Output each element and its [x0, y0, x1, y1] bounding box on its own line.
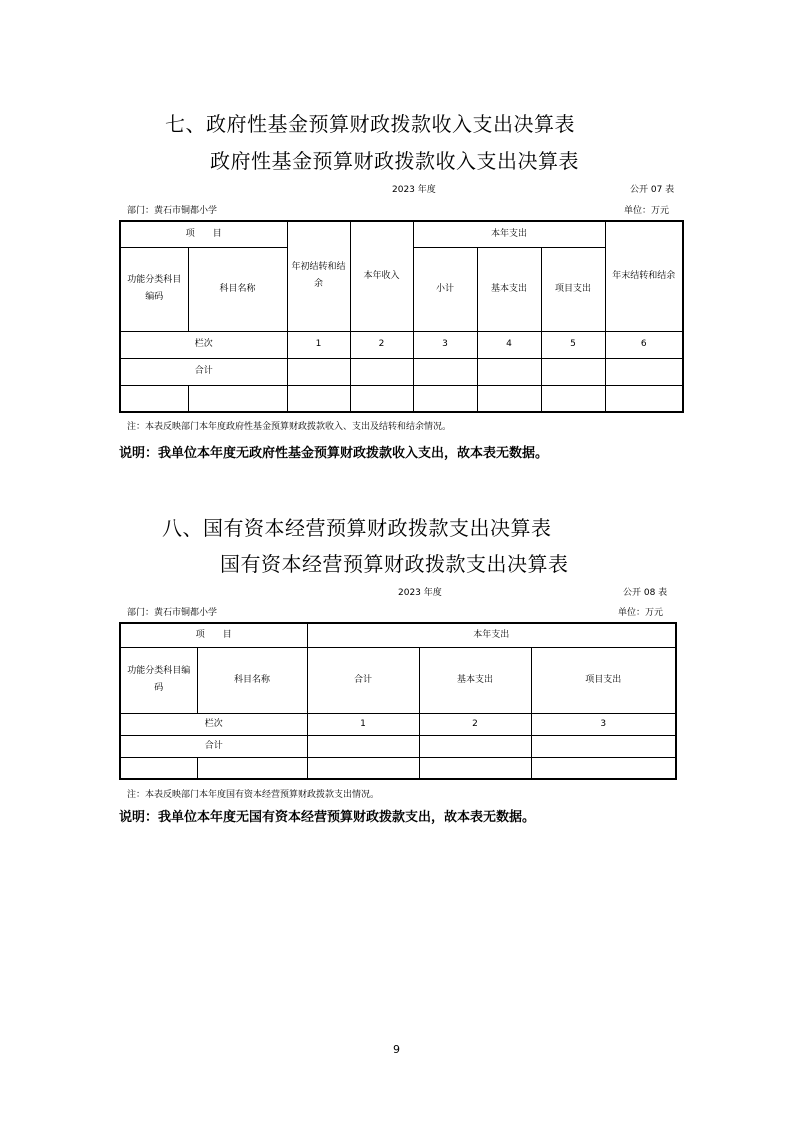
header-basic: 基本支出	[477, 247, 541, 331]
row-index-cell: 4	[477, 331, 541, 358]
table-cell	[605, 358, 683, 385]
total-label: 合计	[120, 358, 287, 385]
header-subtotal: 小计	[413, 247, 477, 331]
table-cell	[188, 385, 287, 412]
row-index-cell: 3	[413, 331, 477, 358]
header-func-code: 功能分类科目编码	[120, 647, 197, 713]
table-cell	[120, 757, 197, 779]
table-cell	[350, 358, 413, 385]
table-cell	[413, 358, 477, 385]
table-row	[120, 735, 676, 757]
table-cell	[531, 735, 676, 757]
header-closing-balance: 年末结转和结余	[605, 221, 683, 331]
section8-department: 部门：黄石市铜都小学	[127, 608, 218, 618]
table-row	[120, 713, 676, 735]
table-cell	[287, 385, 350, 412]
section7-table-title: 政府性基金预算财政拨款收入支出决算表	[210, 149, 579, 173]
section8-explanation: 说明：我单位本年度无国有资本经营预算财政拨款支出，故本表无数据。	[119, 810, 536, 825]
table-cell	[419, 735, 531, 757]
table-row	[120, 757, 676, 779]
section8-year: 2023 年度	[398, 588, 442, 598]
row-index-cell: 5	[541, 331, 605, 358]
row-index-label: 栏次	[120, 331, 287, 358]
table-cell	[413, 385, 477, 412]
table-cell	[307, 757, 419, 779]
row-index-cell: 2	[350, 331, 413, 358]
section7-footnote: 注：本表反映部门本年度政府性基金预算财政拨款收入、支出及结转和结余情况。	[127, 422, 452, 432]
page-number: 9	[393, 1043, 400, 1056]
table-cell	[531, 757, 676, 779]
header-project: 项目支出	[531, 647, 676, 713]
header-total: 合计	[307, 647, 419, 713]
section8-table	[119, 622, 677, 780]
table-cell	[120, 385, 188, 412]
total-label: 合计	[120, 735, 307, 757]
header-subject-name: 科目名称	[197, 647, 307, 713]
section7-explanation: 说明：我单位本年度无政府性基金预算财政拨款收入支出，故本表无数据。	[119, 446, 549, 461]
row-index-cell: 2	[419, 713, 531, 735]
header-income: 本年收入	[350, 221, 413, 331]
section8-form-no: 公开 08 表	[623, 588, 668, 598]
table-cell	[307, 735, 419, 757]
row-index-label: 栏次	[120, 713, 307, 735]
section7-form-no: 公开 07 表	[630, 185, 675, 195]
row-index-cell: 6	[605, 331, 683, 358]
section8-table-title: 国有资本经营预算财政拨款支出决算表	[220, 552, 569, 576]
table-cell	[419, 757, 531, 779]
table-row	[120, 385, 683, 412]
header-subject-name: 科目名称	[188, 247, 287, 331]
table-cell	[605, 385, 683, 412]
section7-heading: 七、政府性基金预算财政拨款收入支出决算表	[165, 112, 575, 136]
header-opening-balance: 年初结转和结余	[287, 221, 350, 331]
section7-year: 2023 年度	[392, 185, 436, 195]
row-index-cell: 3	[531, 713, 676, 735]
table-cell	[541, 385, 605, 412]
table-row	[120, 331, 683, 358]
section8-unit: 单位：万元	[618, 608, 664, 618]
section7-table	[119, 220, 684, 413]
table-cell	[477, 385, 541, 412]
table-cell	[541, 358, 605, 385]
table-cell	[197, 757, 307, 779]
section8-footnote: 注：本表反映部门本年度国有资本经营预算财政拨款支出情况。	[127, 790, 380, 800]
header-item: 项 目	[120, 221, 287, 247]
header-expenditure: 本年支出	[307, 623, 676, 647]
row-index-cell: 1	[307, 713, 419, 735]
table-cell	[350, 385, 413, 412]
header-project: 项目支出	[541, 247, 605, 331]
section8-heading: 八、国有资本经营预算财政拨款支出决算表	[162, 516, 552, 540]
row-index-cell: 1	[287, 331, 350, 358]
table-cell	[477, 358, 541, 385]
section7-unit: 单位：万元	[624, 206, 670, 216]
header-expenditure: 本年支出	[413, 221, 605, 247]
section7-department: 部门：黄石市铜都小学	[127, 206, 218, 216]
header-func-code: 功能分类科目编码	[120, 247, 188, 331]
table-row	[120, 358, 683, 385]
table-cell	[287, 358, 350, 385]
header-item: 项 目	[120, 623, 307, 647]
header-basic: 基本支出	[419, 647, 531, 713]
